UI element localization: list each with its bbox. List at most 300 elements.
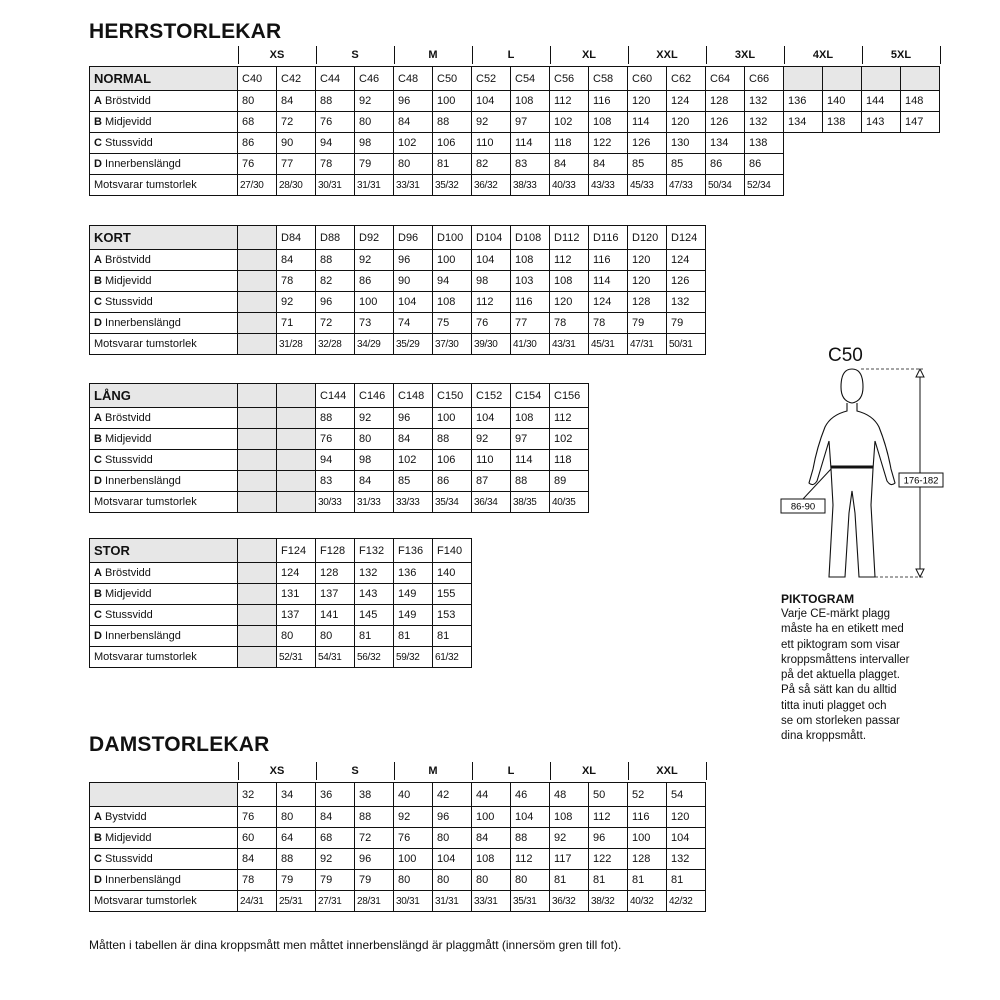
- measurement-value: 80: [316, 626, 355, 647]
- measurement-value: 104: [667, 828, 706, 849]
- size-code-cell: 54: [667, 783, 706, 807]
- measurement-value: 94: [433, 271, 472, 292]
- measurement-value: 92: [550, 828, 589, 849]
- size-code-cell: C46: [355, 67, 394, 91]
- measurement-value: 96: [433, 807, 472, 828]
- measurement-label: [90, 563, 238, 584]
- measurement-value: 72: [277, 112, 316, 133]
- size-group-divider: [394, 46, 395, 64]
- table-header-row: [90, 384, 589, 408]
- measurement-value: 59/32: [394, 647, 433, 668]
- measurement-label: [90, 112, 238, 133]
- measurement-value: 78: [316, 154, 355, 175]
- measurement-value: 28/30: [277, 175, 316, 196]
- measurement-value: 100: [433, 91, 472, 112]
- size-code-cell: C146: [355, 384, 394, 408]
- men-sizes-title: HERRSTORLEKAR: [89, 20, 282, 43]
- measurement-value: 80: [394, 154, 433, 175]
- measurement-value: 92: [316, 849, 355, 870]
- size-group-divider: [316, 762, 317, 780]
- measurement-value: 88: [316, 250, 355, 271]
- table-row: [90, 647, 472, 668]
- measurement-label: [90, 292, 238, 313]
- measurement-value: 106: [433, 450, 472, 471]
- empty-cell: [238, 250, 277, 271]
- measurement-value: 33/31: [472, 891, 511, 912]
- measurement-value: 126: [628, 133, 667, 154]
- measurement-value: 132: [667, 292, 706, 313]
- measurement-value: 84: [238, 849, 277, 870]
- measurement-value: 38/35: [511, 492, 550, 513]
- measurement-value: 143: [355, 584, 394, 605]
- measurement-value: 72: [316, 313, 355, 334]
- measurement-value: 76: [316, 112, 355, 133]
- measurement-letter: D: [94, 475, 102, 487]
- measurement-value: 80: [472, 870, 511, 891]
- empty-cell: [238, 429, 277, 450]
- measurement-label: [90, 626, 238, 647]
- measurement-value: 79: [277, 870, 316, 891]
- measurement-value: 153: [433, 605, 472, 626]
- measurement-label: [90, 471, 238, 492]
- body-measurement-figure: [775, 365, 955, 585]
- measurement-value: 128: [316, 563, 355, 584]
- measurement-value: 87: [472, 471, 511, 492]
- measurement-value: 102: [394, 133, 433, 154]
- measurement-value: 92: [355, 250, 394, 271]
- measurement-name: Innerbenslängd: [105, 475, 181, 487]
- measurement-value: 84: [316, 807, 355, 828]
- measurement-value: 136: [394, 563, 433, 584]
- measurement-value: 79: [628, 313, 667, 334]
- measurement-value: 50/34: [706, 175, 745, 196]
- measurement-value: 72: [355, 828, 394, 849]
- measurement-value: 88: [511, 828, 550, 849]
- measurement-value: 102: [394, 450, 433, 471]
- measurement-name: Motsvarar tumstorlek: [94, 895, 197, 907]
- measurement-value: 84: [277, 91, 316, 112]
- table-row: [90, 91, 940, 112]
- size-code-cell: 38: [355, 783, 394, 807]
- measurement-value: 83: [511, 154, 550, 175]
- measurement-value: 54/31: [316, 647, 355, 668]
- measurement-value: 81: [667, 870, 706, 891]
- measurement-value: 76: [238, 807, 277, 828]
- measurement-value: 79: [316, 870, 355, 891]
- size-group-divider: [394, 762, 395, 780]
- normal-size-table: [89, 66, 940, 196]
- measurement-value: 80: [433, 870, 472, 891]
- measurement-value: 110: [472, 450, 511, 471]
- size-code-cell: C62: [667, 67, 706, 91]
- table-row: [90, 292, 706, 313]
- measurement-value: 84: [394, 429, 433, 450]
- measurement-value: 114: [628, 112, 667, 133]
- measurement-value: 108: [550, 271, 589, 292]
- size-code-cell: D120: [628, 226, 667, 250]
- size-group-label: S: [351, 49, 359, 61]
- measurement-label: [90, 492, 238, 513]
- measurement-value: 71: [277, 313, 316, 334]
- measurement-value: 137: [277, 605, 316, 626]
- size-group-divider: [706, 762, 707, 780]
- size-code-cell: F124: [277, 539, 316, 563]
- size-code-cell: C58: [589, 67, 628, 91]
- size-group-label: XXL: [656, 765, 678, 777]
- measurement-letter: C: [94, 137, 102, 149]
- measurement-name: Bröstvidd: [105, 567, 151, 579]
- measurement-value: 25/31: [277, 891, 316, 912]
- size-group-label: XS: [269, 49, 285, 61]
- size-code-cell: C144: [316, 384, 355, 408]
- measurement-value: 74: [394, 313, 433, 334]
- lang-size-table: [89, 383, 589, 513]
- measurement-letter: A: [94, 95, 102, 107]
- measurement-value: 114: [589, 271, 628, 292]
- measurement-value: 102: [550, 112, 589, 133]
- measurement-value: 27/30: [238, 175, 277, 196]
- measurement-value: 116: [511, 292, 550, 313]
- footnote: Måtten i tabellen är dina kroppsmått men måttet innerbenslängd är plaggmått (innersöm gren till fot).: [89, 938, 622, 952]
- table-category-label: NORMAL: [90, 67, 238, 91]
- measurement-value: 92: [355, 91, 394, 112]
- measurement-value: 108: [511, 250, 550, 271]
- measurement-value: 30/31: [394, 891, 433, 912]
- table-row: [90, 271, 706, 292]
- measurement-value: 85: [667, 154, 706, 175]
- size-code-cell: C54: [511, 67, 550, 91]
- measurement-value: 77: [277, 154, 316, 175]
- size-code-cell: C52: [472, 67, 511, 91]
- men-size-group-header: [90, 46, 946, 64]
- measurement-value: 120: [628, 271, 667, 292]
- measurement-value: 35/29: [394, 334, 433, 355]
- size-code-cell: C156: [550, 384, 589, 408]
- measurement-value: 38/32: [589, 891, 628, 912]
- size-code-cell: C42: [277, 67, 316, 91]
- size-group-divider: [550, 46, 551, 64]
- measurement-value: 104: [394, 292, 433, 313]
- measurement-value: 88: [511, 471, 550, 492]
- table-row: [90, 605, 472, 626]
- measurement-value: 148: [901, 91, 940, 112]
- measurement-name: Bröstvidd: [105, 412, 151, 424]
- measurement-value: 112: [511, 849, 550, 870]
- empty-cell: [238, 647, 277, 668]
- measurement-value: 96: [394, 91, 433, 112]
- measurement-value: 84: [472, 828, 511, 849]
- figure-head: [841, 369, 863, 403]
- measurement-value: 120: [667, 807, 706, 828]
- measurement-value: 88: [355, 807, 394, 828]
- kort-size-table: [89, 225, 706, 355]
- empty-cell: [277, 471, 316, 492]
- table-row: [90, 250, 706, 271]
- size-group-divider: [628, 46, 629, 64]
- measurement-value: 85: [628, 154, 667, 175]
- measurement-value: 112: [550, 91, 589, 112]
- measurement-letter: B: [94, 116, 102, 128]
- empty-cell: [238, 563, 277, 584]
- measurement-value: 124: [667, 91, 706, 112]
- table-row: [90, 313, 706, 334]
- size-code-cell: D96: [394, 226, 433, 250]
- size-code-cell: C44: [316, 67, 355, 91]
- measurement-value: 104: [472, 91, 511, 112]
- empty-cell: [238, 626, 277, 647]
- empty-cell: [238, 292, 277, 313]
- measurement-value: 88: [316, 91, 355, 112]
- empty-cell: [277, 429, 316, 450]
- measurement-value: 96: [394, 408, 433, 429]
- measurement-value: 97: [511, 429, 550, 450]
- measurement-value: 45/31: [589, 334, 628, 355]
- table-row: [90, 584, 472, 605]
- measurement-value: 42/32: [667, 891, 706, 912]
- measurement-value: 124: [589, 292, 628, 313]
- measurement-value: 47/33: [667, 175, 706, 196]
- size-code-cell: 46: [511, 783, 550, 807]
- measurement-value: 76: [316, 429, 355, 450]
- measurement-value: 79: [667, 313, 706, 334]
- empty-header-cell: [823, 67, 862, 91]
- measurement-value: 124: [667, 250, 706, 271]
- empty-header-cell: [238, 226, 277, 250]
- measurement-name: Stussvidd: [105, 296, 153, 308]
- measurement-value: 27/31: [316, 891, 355, 912]
- size-code-cell: D100: [433, 226, 472, 250]
- size-code-cell: F136: [394, 539, 433, 563]
- measurement-value: 132: [745, 112, 784, 133]
- table-category-label: KORT: [90, 226, 238, 250]
- measurement-value: 84: [277, 250, 316, 271]
- measurement-name: Stussvidd: [105, 137, 153, 149]
- pictogram-title: PIKTOGRAM: [781, 592, 855, 606]
- measurement-name: Motsvarar tumstorlek: [94, 496, 197, 508]
- measurement-letter: B: [94, 832, 102, 844]
- empty-cell: [238, 492, 277, 513]
- measurement-value: 61/32: [433, 647, 472, 668]
- measurement-value: 98: [472, 271, 511, 292]
- measurement-value: 81: [628, 870, 667, 891]
- measurement-value: 76: [238, 154, 277, 175]
- measurement-value: 149: [394, 605, 433, 626]
- measurement-name: Stussvidd: [105, 609, 153, 621]
- measurement-label: [90, 250, 238, 271]
- measurement-value: 81: [433, 626, 472, 647]
- measurement-value: 45/33: [628, 175, 667, 196]
- measurement-value: 79: [355, 870, 394, 891]
- empty-cell: [277, 408, 316, 429]
- size-code-cell: C56: [550, 67, 589, 91]
- table-row: [90, 112, 940, 133]
- measurement-value: 112: [472, 292, 511, 313]
- table-row: [90, 154, 940, 175]
- empty-header-cell: [901, 67, 940, 91]
- measurement-value: 132: [355, 563, 394, 584]
- measurement-letter: D: [94, 874, 102, 886]
- measurement-value: 116: [589, 91, 628, 112]
- waist-range-label: 86-90: [790, 501, 816, 513]
- measurement-letter: C: [94, 454, 102, 466]
- measurement-value: 138: [745, 133, 784, 154]
- empty-cell: [277, 450, 316, 471]
- measurement-label: [90, 849, 238, 870]
- measurement-letter: B: [94, 588, 102, 600]
- measurement-value: 147: [901, 112, 940, 133]
- measurement-value: 86: [706, 154, 745, 175]
- measurement-value: 80: [277, 807, 316, 828]
- measurement-value: 108: [472, 849, 511, 870]
- measurement-value: 31/31: [355, 175, 394, 196]
- measurement-value: 108: [511, 91, 550, 112]
- table-header-row: [90, 539, 472, 563]
- measurement-value: 78: [238, 870, 277, 891]
- measurement-letter: C: [94, 296, 102, 308]
- measurement-value: 76: [394, 828, 433, 849]
- measurement-value: 80: [277, 626, 316, 647]
- measurement-label: [90, 450, 238, 471]
- measurement-letter: C: [94, 609, 102, 621]
- measurement-value: 102: [550, 429, 589, 450]
- size-group-label: XL: [581, 49, 597, 61]
- measurement-value: 76: [472, 313, 511, 334]
- measurement-value: 43/31: [550, 334, 589, 355]
- measurement-value: 141: [316, 605, 355, 626]
- measurement-value: 94: [316, 450, 355, 471]
- size-code-cell: C66: [745, 67, 784, 91]
- empty-cell: [238, 334, 277, 355]
- measurement-label: [90, 807, 238, 828]
- pictogram-description: Varje CE-märkt plagg måste ha en etikett med ett piktogram som visar kroppsmåttens intervaller på det aktuella plagget. På så sätt kan du alltid titta inuti plagget och se om storleken passar dina kroppsmått.: [781, 608, 910, 743]
- table-row: [90, 450, 589, 471]
- measurement-value: 104: [472, 408, 511, 429]
- measurement-letter: A: [94, 567, 102, 579]
- measurement-value: 84: [550, 154, 589, 175]
- women-size-table: [89, 782, 706, 912]
- size-code-cell: C50: [433, 67, 472, 91]
- size-group-divider: [940, 46, 941, 64]
- size-code-cell: 36: [316, 783, 355, 807]
- measurement-value: 35/31: [511, 891, 550, 912]
- measurement-value: 120: [667, 112, 706, 133]
- size-group-divider: [472, 46, 473, 64]
- measurement-value: 80: [394, 870, 433, 891]
- size-code-cell: C148: [394, 384, 433, 408]
- table-header-row: [90, 783, 706, 807]
- measurement-value: 96: [589, 828, 628, 849]
- measurement-value: 88: [433, 112, 472, 133]
- measurement-value: 82: [472, 154, 511, 175]
- measurement-name: Midjevidd: [105, 275, 152, 287]
- table-header-row: [90, 67, 940, 91]
- size-group-divider: [550, 762, 551, 780]
- measurement-label: [90, 313, 238, 334]
- measurement-value: 118: [550, 133, 589, 154]
- height-arrow-bottom: [916, 569, 924, 577]
- size-group-divider: [706, 46, 707, 64]
- size-code-cell: C152: [472, 384, 511, 408]
- table-header-row: [90, 226, 706, 250]
- measurement-value: 84: [589, 154, 628, 175]
- size-group-divider: [784, 46, 785, 64]
- measurement-label: [90, 133, 238, 154]
- measurement-value: 84: [355, 471, 394, 492]
- measurement-name: Motsvarar tumstorlek: [94, 338, 197, 350]
- size-group-divider: [862, 46, 863, 64]
- measurement-value: 100: [628, 828, 667, 849]
- measurement-value: 33/33: [394, 492, 433, 513]
- measurement-value: 80: [511, 870, 550, 891]
- measurement-value: 75: [433, 313, 472, 334]
- measurement-value: 92: [355, 408, 394, 429]
- size-group-label: M: [428, 49, 438, 61]
- size-code-cell: C40: [238, 67, 277, 91]
- measurement-value: 31/31: [433, 891, 472, 912]
- measurement-label: [90, 408, 238, 429]
- size-code-cell: F140: [433, 539, 472, 563]
- measurement-value: 122: [589, 849, 628, 870]
- measurement-label: [90, 647, 238, 668]
- stor-size-table: [89, 538, 472, 668]
- measurement-name: Stussvidd: [105, 853, 153, 865]
- measurement-value: 118: [550, 450, 589, 471]
- measurement-value: 81: [355, 626, 394, 647]
- empty-header-cell: [238, 384, 277, 408]
- table-row: [90, 175, 940, 196]
- figure-body: [809, 403, 895, 577]
- table-row: [90, 563, 472, 584]
- table-row: [90, 626, 472, 647]
- measurement-value: 131: [277, 584, 316, 605]
- measurement-value: 33/31: [394, 175, 433, 196]
- measurement-value: 81: [433, 154, 472, 175]
- measurement-label: [90, 584, 238, 605]
- waist-pointer: [803, 469, 831, 499]
- measurement-value: 86: [433, 471, 472, 492]
- measurement-value: 126: [706, 112, 745, 133]
- empty-cell: [277, 492, 316, 513]
- size-code-cell: C154: [511, 384, 550, 408]
- measurement-value: 100: [433, 250, 472, 271]
- measurement-label: [90, 334, 238, 355]
- measurement-value: 137: [316, 584, 355, 605]
- measurement-value: 40/35: [550, 492, 589, 513]
- measurement-value: 112: [550, 408, 589, 429]
- measurement-value: 60: [238, 828, 277, 849]
- table-row: [90, 849, 706, 870]
- measurement-value: 92: [277, 292, 316, 313]
- table-category-label: LÅNG: [90, 384, 238, 408]
- measurement-letter: D: [94, 317, 102, 329]
- empty-header-cell: [862, 67, 901, 91]
- measurement-value: 40/32: [628, 891, 667, 912]
- measurement-value: 100: [433, 408, 472, 429]
- measurement-value: 81: [394, 626, 433, 647]
- size-code-cell: D92: [355, 226, 394, 250]
- measurement-name: Midjevidd: [105, 588, 152, 600]
- measurement-value: 120: [550, 292, 589, 313]
- measurement-value: 128: [706, 91, 745, 112]
- measurement-value: 108: [511, 408, 550, 429]
- measurement-value: 120: [628, 250, 667, 271]
- size-group-divider: [472, 762, 473, 780]
- measurement-value: 36/34: [472, 492, 511, 513]
- size-code-cell: D112: [550, 226, 589, 250]
- measurement-value: 35/32: [433, 175, 472, 196]
- height-range-label: 176-182: [903, 475, 939, 487]
- measurement-label: [90, 91, 238, 112]
